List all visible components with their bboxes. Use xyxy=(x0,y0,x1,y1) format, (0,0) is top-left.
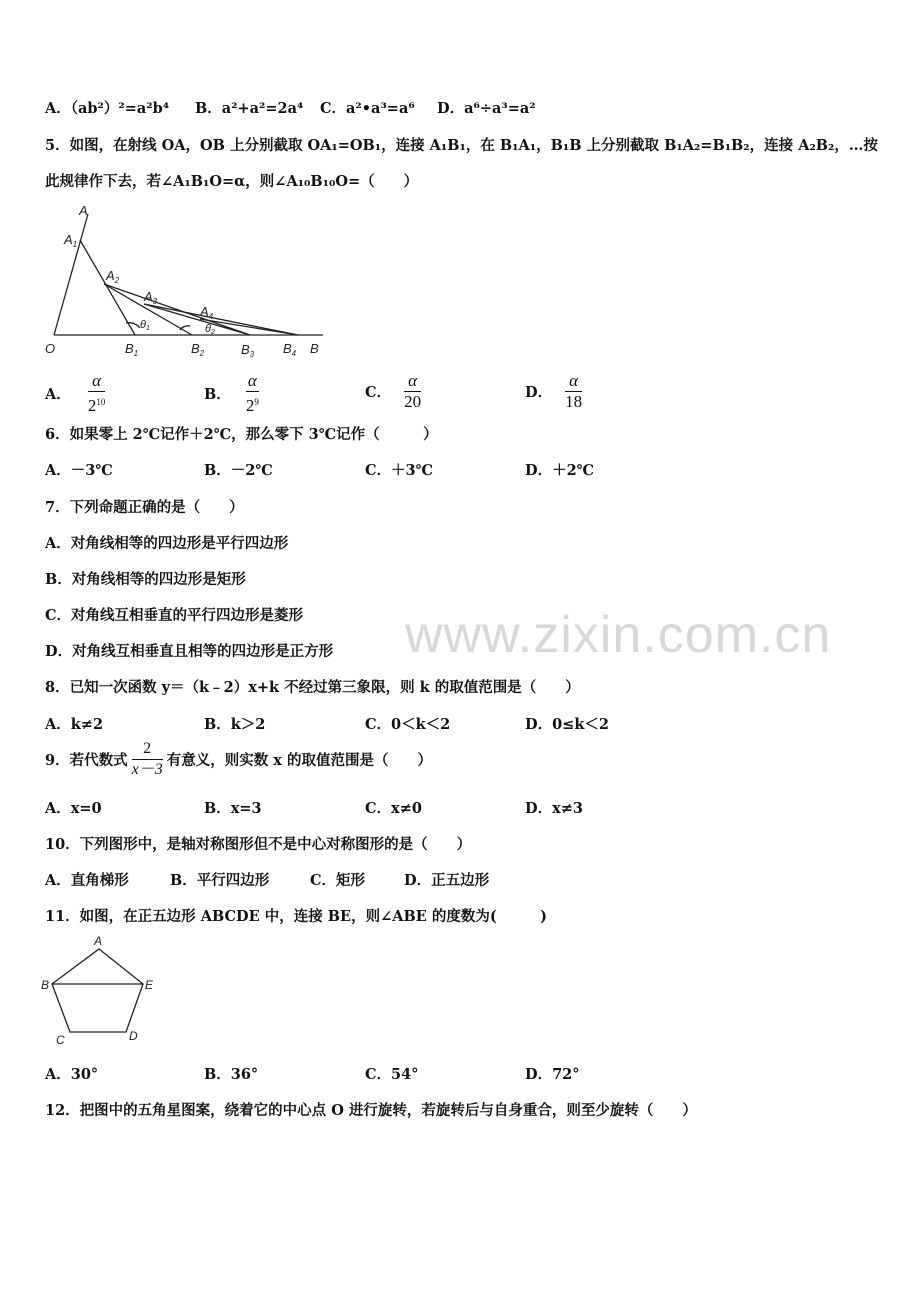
q5-option-a: A． $\frac{\alpha}{2^{10}}$ xyxy=(45,371,106,415)
segment-a3b4 xyxy=(144,304,298,335)
label-a: A xyxy=(94,934,103,948)
q7-option-b: B．对角线相等的四边形是矩形 xyxy=(45,571,246,588)
q5-option-c: C． $\frac{\alpha}{20}$ xyxy=(365,371,422,411)
watermark: www.zixin.com.cn xyxy=(405,606,832,664)
q4-option-c: C．a²•a³=a⁶ xyxy=(320,100,415,117)
label-b1: $B_1$ xyxy=(125,341,139,358)
label-b4: $B_4$ xyxy=(283,341,297,358)
label-a1: $A_1$ xyxy=(64,232,78,249)
q11-option-a: A．30° xyxy=(45,1066,99,1083)
q5-stem-line1: 5．如图，在射线 OA，OB 上分别截取 OA₁=OB₁，连接 A₁B₁，在 B₁A₁，B₁B 上分别截取 B₁A₂=B₁B₂，连接 A₂B₂，…按 xyxy=(45,137,878,154)
q9-option-c: C．x≠0 xyxy=(365,800,422,817)
q6-option-d: D．＋2℃ xyxy=(525,462,595,479)
q4-option-b: B．a²+a²=2a⁴ xyxy=(195,100,304,117)
q5-stem-line2: 此规律作下去，若∠A₁B₁O=α，则∠A₁₀B₁₀O=（ ） xyxy=(45,173,419,190)
q7-option-a: A．对角线相等的四边形是平行四边形 xyxy=(45,535,289,552)
q10-option-b: B．平行四边形 xyxy=(170,872,270,889)
q8-stem: 8．已知一次函数 y＝（k﹣2）x+k 不经过第三象限，则 k 的取值范围是（ ） xyxy=(45,679,580,696)
label-a3: $A_3$ xyxy=(144,289,158,306)
q10-option-c: C．矩形 xyxy=(310,872,366,889)
label-b2: $B_2$ xyxy=(191,341,205,358)
segment-a1b1 xyxy=(80,240,135,335)
q7-option-d: D．对角线互相垂直且相等的四边形是正方形 xyxy=(45,643,334,660)
label-o: O xyxy=(45,341,56,356)
q10-stem: 10．下列图形中，是轴对称图形但不是中心对称图形的是（ ） xyxy=(45,836,472,853)
q10-option-a: A．直角梯形 xyxy=(45,872,129,889)
q6-stem: 6．如果零上 2℃记作＋2℃，那么零下 3℃记作（ ） xyxy=(45,426,438,443)
label-e: E xyxy=(145,978,154,992)
q9-option-d: D．x≠3 xyxy=(525,800,583,817)
q11-option-d: D．72° xyxy=(525,1066,580,1083)
segment-a2b3 xyxy=(104,284,250,335)
q9-option-a: A．x=0 xyxy=(45,800,102,817)
q12-stem: 12．把图中的五角星图案，绕着它的中心点 O 进行旋转，若旋转后与自身重合，则至少旋转（ ） xyxy=(45,1102,697,1119)
pentagon-abcde xyxy=(52,949,143,1032)
label-theta1: θ1 xyxy=(140,319,150,332)
label-b: B xyxy=(310,341,319,356)
q9-option-b: B．x=3 xyxy=(204,800,262,817)
label-theta2: θ2 xyxy=(205,323,215,336)
q10-option-d: D．正五边形 xyxy=(404,872,490,889)
q6-option-c: C．＋3℃ xyxy=(365,462,434,479)
q5-option-b: B． $\frac{\alpha}{2^9}$ xyxy=(204,371,259,415)
label-a: A xyxy=(79,203,88,218)
q11-stem: 11．如图，在正五边形 ABCDE 中，连接 BE，则∠ABE 的度数为( ) xyxy=(45,908,548,925)
label-a2: $A_2$ xyxy=(106,268,120,285)
label-b3: $B_3$ xyxy=(241,342,255,359)
q6-option-b: B．－2℃ xyxy=(204,462,273,479)
q7-stem: 7．下列命题正确的是（ ） xyxy=(45,499,244,516)
q9-stem: 9．若代数式 $\frac{2}{x-3}$ 有意义，则实数 x 的取值范围是（ ） xyxy=(45,740,432,778)
segment-a3b3 xyxy=(144,304,250,335)
q11-option-c: C．54° xyxy=(365,1066,419,1083)
label-a4: $A_4$ xyxy=(200,304,214,321)
q7-option-c: C．对角线互相垂直的平行四边形是菱形 xyxy=(45,607,304,624)
q8-option-d: D．0≤k＜2 xyxy=(525,716,609,733)
q4-option-d: D．a⁶÷a³=a² xyxy=(437,100,536,117)
label-c: C xyxy=(56,1033,65,1047)
q4-option-a: A．（ab²）²=a²b⁴ xyxy=(45,100,170,117)
q8-option-a: A．k≠2 xyxy=(45,716,104,733)
q5-option-d: D． $\frac{\alpha}{18}$ xyxy=(525,371,583,411)
q11-pentagon-figure xyxy=(38,934,163,1049)
q8-option-c: C．0＜k＜2 xyxy=(365,716,451,733)
label-b: B xyxy=(41,978,50,992)
q5-ray-figure xyxy=(40,202,340,362)
label-d: D xyxy=(129,1029,138,1043)
q8-option-b: B．k＞2 xyxy=(204,716,266,733)
q11-option-b: B．36° xyxy=(204,1066,259,1083)
q6-option-a: A．－3℃ xyxy=(45,462,113,479)
